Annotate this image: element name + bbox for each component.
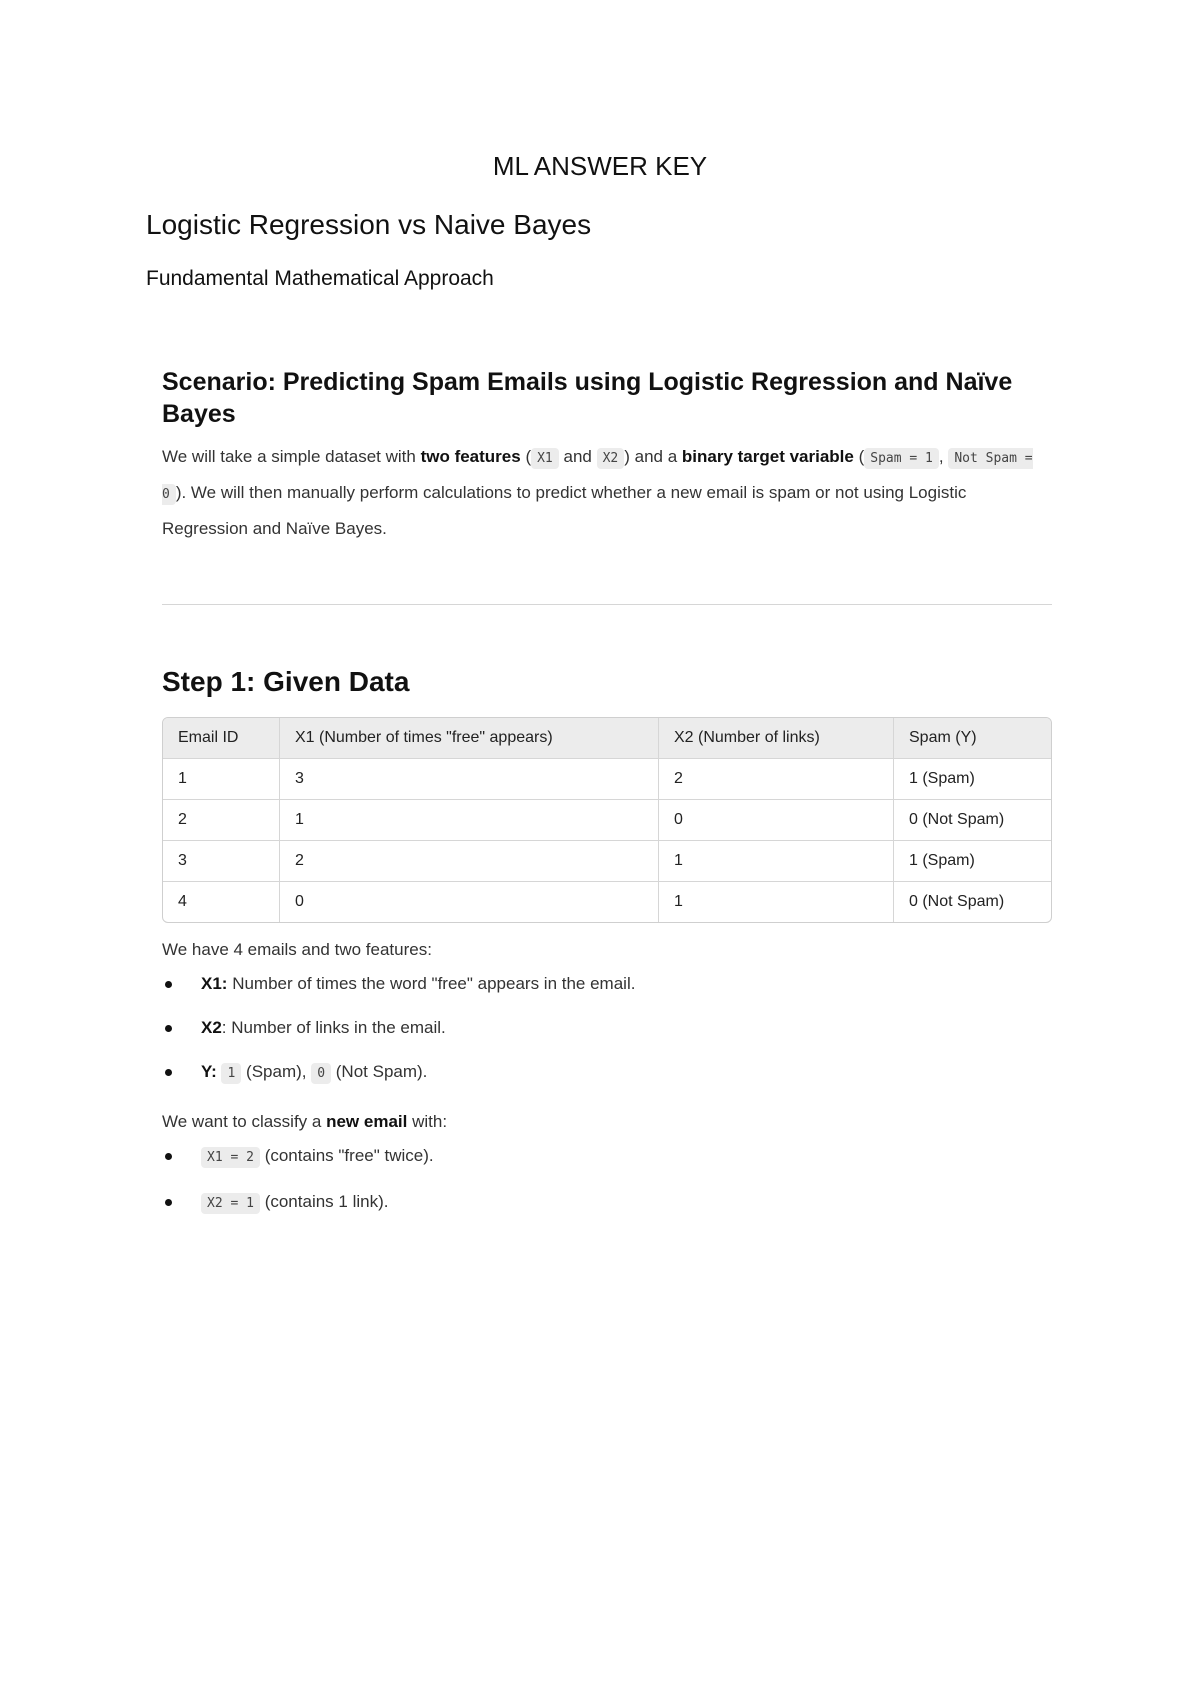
new-email-text-x2: (contains 1 link). xyxy=(259,1192,389,1211)
bold-two-features: two features xyxy=(420,447,521,466)
new-email-text-x1: (contains "free" twice). xyxy=(259,1146,434,1165)
code-spam-1: Spam = 1 xyxy=(864,448,939,469)
text-run: ) and a xyxy=(624,447,682,466)
text-run: and xyxy=(558,447,597,466)
header-x2: X2 (Number of links) xyxy=(659,718,894,759)
feature-text-y1: (Spam), xyxy=(241,1062,312,1081)
bullet-icon xyxy=(165,1153,172,1160)
table-row xyxy=(163,759,1051,800)
cell-x2: 0 xyxy=(659,800,894,841)
list-item xyxy=(162,1189,1052,1217)
embedded-content xyxy=(162,366,1052,1235)
code-not-spam-0: Not Spam = 0 xyxy=(162,448,1033,505)
feature-label-x2: X2 xyxy=(201,1018,222,1037)
code-y-0: 0 xyxy=(311,1063,331,1084)
list-item xyxy=(162,1143,1052,1171)
header-x1: X1 (Number of times "free" appears) xyxy=(280,718,659,759)
divider xyxy=(162,604,1052,605)
cell-x1: 1 xyxy=(280,800,659,841)
cell-x1: 3 xyxy=(280,759,659,800)
step1-title: Step 1: Given Data xyxy=(162,666,410,697)
bullet-icon xyxy=(165,1069,172,1076)
feature-label-x1: X1: xyxy=(201,974,228,993)
cell-spam: 1 (Spam) xyxy=(894,759,1051,800)
text-run: with: xyxy=(407,1112,448,1131)
cell-email-id: 1 xyxy=(163,759,280,800)
bold-binary-target: binary target variable xyxy=(681,447,854,466)
cell-email-id: 4 xyxy=(163,882,280,922)
code-x1: X1 xyxy=(531,448,559,469)
section-heading: Logistic Regression vs Naive Bayes xyxy=(146,209,592,240)
text-run: , xyxy=(938,447,949,466)
table-row xyxy=(163,882,1051,922)
text-run: We will take a simple dataset with xyxy=(162,447,421,466)
cell-x1: 2 xyxy=(280,841,659,882)
scenario-title: Scenario: Predicting Spam Emails using Logistic Regression and Naïve Bayes xyxy=(162,368,1013,428)
table-header-row xyxy=(163,718,1051,759)
cell-spam: 0 (Not Spam) xyxy=(909,893,1005,910)
classify-intro xyxy=(162,1109,1052,1135)
scenario-paragraph xyxy=(162,440,1052,546)
text-run: We want to classify a xyxy=(162,1112,327,1131)
section-subheading: Fundamental Mathematical Approach xyxy=(146,267,494,290)
text-run: ). We will then manually perform calculations to predict whether a new email is spam or not using Logistic Regression and Naïve Bayes. xyxy=(162,483,967,538)
bold-new-email: new email xyxy=(326,1112,408,1131)
bullet-icon xyxy=(165,1025,172,1032)
text-run: ( xyxy=(853,447,865,466)
list-item xyxy=(162,1059,1052,1087)
header-email-id: Email ID xyxy=(163,718,280,759)
code-y-1: 1 xyxy=(221,1063,241,1084)
feature-text-x2: : Number of links in the email. xyxy=(221,1018,446,1037)
bullet-icon xyxy=(165,1199,172,1206)
feature-text-x1: Number of times the word "free" appears in the email. xyxy=(227,974,636,993)
cell-email-id: 2 xyxy=(163,800,280,841)
bullet-icon xyxy=(165,981,172,988)
table-row xyxy=(163,800,1051,841)
feature-label-y: Y: xyxy=(201,1062,217,1081)
cell-email-id: 3 xyxy=(163,841,280,882)
cell-spam: 1 (Spam) xyxy=(894,841,1051,882)
new-email-list xyxy=(162,1143,1052,1217)
cell-spam: 0 (Not Spam) xyxy=(894,800,1051,841)
code-new-x1: X1 = 2 xyxy=(201,1147,260,1168)
cell-x2: 1 xyxy=(659,882,894,922)
code-x2: X2 xyxy=(597,448,625,469)
table-row xyxy=(163,841,1051,882)
text-run: ( xyxy=(520,447,532,466)
cell-x1: 0 xyxy=(280,882,659,922)
header-spam: Spam (Y) xyxy=(894,718,1051,759)
feature-text-y2: (Not Spam). xyxy=(331,1062,428,1081)
data-summary: We have 4 emails and two features: xyxy=(162,940,432,959)
code-new-x2: X2 = 1 xyxy=(201,1193,260,1214)
list-item xyxy=(162,1015,1052,1041)
cell-x2: 2 xyxy=(659,759,894,800)
feature-list xyxy=(162,971,1052,1087)
cell-x2: 1 xyxy=(659,841,894,882)
given-data-table xyxy=(162,717,1052,923)
document-title: ML ANSWER KEY xyxy=(492,151,708,181)
list-item xyxy=(162,971,1052,997)
